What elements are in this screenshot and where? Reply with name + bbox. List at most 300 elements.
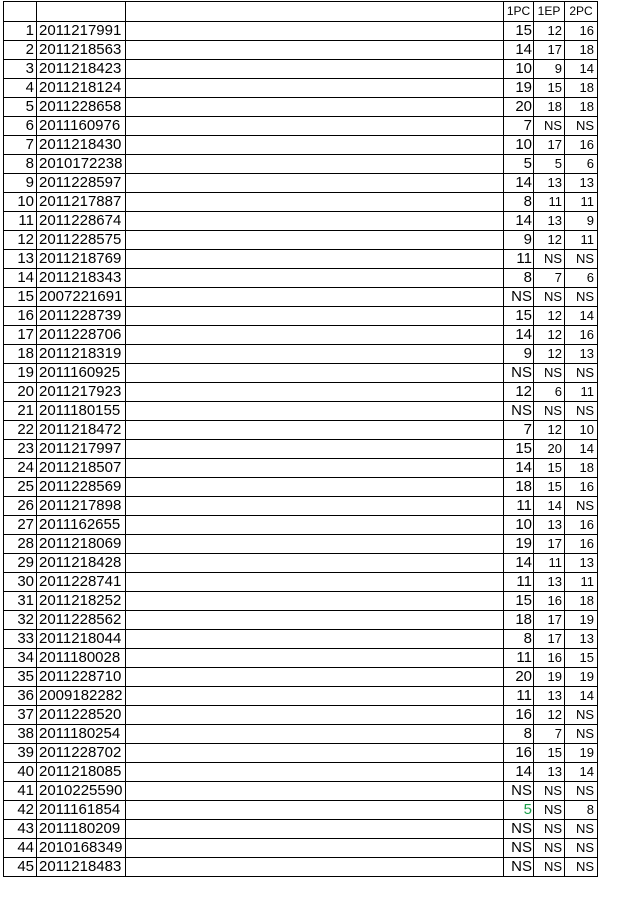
- score-1pc-cell[interactable]: 9: [504, 345, 534, 364]
- score-1pc-cell[interactable]: 20: [504, 98, 534, 117]
- student-id-cell[interactable]: 2011218428: [37, 554, 126, 573]
- score-2pc-cell[interactable]: 16: [565, 478, 598, 497]
- score-1pc-cell[interactable]: 11: [504, 687, 534, 706]
- score-1pc-cell[interactable]: 15: [504, 307, 534, 326]
- score-1pc-cell[interactable]: 10: [504, 136, 534, 155]
- score-2pc-cell[interactable]: 14: [565, 60, 598, 79]
- empty-cell[interactable]: [126, 459, 504, 478]
- score-1pc-cell[interactable]: 8: [504, 269, 534, 288]
- score-1pc-cell[interactable]: 18: [504, 611, 534, 630]
- score-1pc-cell[interactable]: NS: [504, 839, 534, 858]
- row-number-cell[interactable]: 32: [4, 611, 37, 630]
- score-1pc-cell[interactable]: 16: [504, 744, 534, 763]
- row-number-cell[interactable]: 10: [4, 193, 37, 212]
- empty-cell[interactable]: [126, 573, 504, 592]
- score-1ep-cell[interactable]: 13: [534, 763, 565, 782]
- student-id-cell[interactable]: 2011217997: [37, 440, 126, 459]
- score-1ep-cell[interactable]: 18: [534, 98, 565, 117]
- table-row: [4, 497, 598, 516]
- score-2pc-cell[interactable]: 11: [565, 573, 598, 592]
- score-1pc-cell[interactable]: 18: [504, 478, 534, 497]
- score-1ep-cell[interactable]: 12: [534, 706, 565, 725]
- empty-cell[interactable]: [126, 307, 504, 326]
- score-2pc-cell[interactable]: NS: [565, 782, 598, 801]
- score-2pc-cell[interactable]: NS: [565, 497, 598, 516]
- row-number-cell[interactable]: 36: [4, 687, 37, 706]
- student-id-cell[interactable]: 2011162655: [37, 516, 126, 535]
- row-number-cell[interactable]: 28: [4, 535, 37, 554]
- table-row: [4, 763, 598, 782]
- score-2pc-cell[interactable]: 16: [565, 535, 598, 554]
- student-id-cell[interactable]: 2009182282: [37, 687, 126, 706]
- table-row: [4, 687, 598, 706]
- score-1ep-cell[interactable]: NS: [534, 288, 565, 307]
- score-2pc-cell[interactable]: 6: [565, 155, 598, 174]
- score-2pc-cell[interactable]: NS: [565, 250, 598, 269]
- score-1ep-cell[interactable]: 15: [534, 459, 565, 478]
- table-row: [4, 744, 598, 763]
- student-id-cell[interactable]: 2011180209: [37, 820, 126, 839]
- table-row: [4, 269, 598, 288]
- student-id-cell[interactable]: 2011180028: [37, 649, 126, 668]
- empty-cell[interactable]: [126, 554, 504, 573]
- score-1ep-cell[interactable]: 15: [534, 79, 565, 98]
- score-2pc-cell[interactable]: NS: [565, 402, 598, 421]
- score-1ep-cell[interactable]: 12: [534, 307, 565, 326]
- score-1ep-cell[interactable]: 13: [534, 687, 565, 706]
- score-1ep-cell[interactable]: 17: [534, 41, 565, 60]
- empty-cell[interactable]: [126, 763, 504, 782]
- score-1ep-cell[interactable]: 19: [534, 668, 565, 687]
- table-row: [4, 820, 598, 839]
- table-row: [4, 611, 598, 630]
- score-1ep-cell[interactable]: 11: [534, 554, 565, 573]
- score-2pc-cell[interactable]: 19: [565, 611, 598, 630]
- student-id-cell[interactable]: 2011228739: [37, 307, 126, 326]
- score-1ep-cell[interactable]: 13: [534, 516, 565, 535]
- score-1pc-cell[interactable]: 11: [504, 250, 534, 269]
- table-row: [4, 839, 598, 858]
- student-id-cell[interactable]: 2011218124: [37, 79, 126, 98]
- score-2pc-cell[interactable]: 14: [565, 307, 598, 326]
- row-number-cell[interactable]: 19: [4, 364, 37, 383]
- score-1pc-cell[interactable]: 15: [504, 592, 534, 611]
- score-1ep-cell[interactable]: 15: [534, 744, 565, 763]
- score-2pc-cell[interactable]: 16: [565, 326, 598, 345]
- student-id-cell[interactable]: 2011218483: [37, 858, 126, 877]
- empty-cell[interactable]: [126, 421, 504, 440]
- score-2pc-cell[interactable]: NS: [565, 364, 598, 383]
- score-2pc-cell[interactable]: 14: [565, 440, 598, 459]
- empty-cell[interactable]: [126, 592, 504, 611]
- row-number-cell[interactable]: 23: [4, 440, 37, 459]
- empty-cell[interactable]: [126, 22, 504, 41]
- row-number-cell[interactable]: 14: [4, 269, 37, 288]
- empty-cell[interactable]: [126, 535, 504, 554]
- table-row: [4, 459, 598, 478]
- empty-cell[interactable]: [126, 858, 504, 877]
- score-2pc-cell[interactable]: 14: [565, 763, 598, 782]
- row-number-cell[interactable]: 33: [4, 630, 37, 649]
- row-number-cell[interactable]: 16: [4, 307, 37, 326]
- table-row: [4, 725, 598, 744]
- row-number-cell[interactable]: 37: [4, 706, 37, 725]
- score-1ep-cell[interactable]: NS: [534, 364, 565, 383]
- score-1ep-cell[interactable]: 7: [534, 725, 565, 744]
- empty-cell[interactable]: [126, 136, 504, 155]
- score-1ep-cell[interactable]: 20: [534, 440, 565, 459]
- score-2pc-cell[interactable]: 19: [565, 744, 598, 763]
- score-1pc-cell[interactable]: 7: [504, 117, 534, 136]
- row-number-cell[interactable]: 8: [4, 155, 37, 174]
- row-number-cell[interactable]: 11: [4, 212, 37, 231]
- score-2pc-cell[interactable]: 18: [565, 41, 598, 60]
- score-2pc-cell[interactable]: 11: [565, 193, 598, 212]
- score-1pc-cell[interactable]: 14: [504, 459, 534, 478]
- score-1ep-cell[interactable]: NS: [534, 250, 565, 269]
- score-1ep-cell[interactable]: 12: [534, 22, 565, 41]
- table-row: [4, 307, 598, 326]
- score-1ep-cell[interactable]: 12: [534, 326, 565, 345]
- empty-cell[interactable]: [126, 725, 504, 744]
- empty-cell[interactable]: [126, 801, 504, 820]
- score-1pc-cell[interactable]: NS: [504, 288, 534, 307]
- score-2pc-cell[interactable]: 18: [565, 98, 598, 117]
- score-1pc-cell[interactable]: 14: [504, 326, 534, 345]
- student-id-cell[interactable]: 2011218563: [37, 41, 126, 60]
- grades-spreadsheet: [3, 1, 598, 877]
- score-1pc-cell[interactable]: 14: [504, 763, 534, 782]
- score-2pc-cell[interactable]: 13: [565, 630, 598, 649]
- row-number-cell[interactable]: 20: [4, 383, 37, 402]
- score-2pc-cell[interactable]: NS: [565, 288, 598, 307]
- score-2pc-cell[interactable]: NS: [565, 820, 598, 839]
- student-id-cell[interactable]: 2011218319: [37, 345, 126, 364]
- row-number-cell[interactable]: 42: [4, 801, 37, 820]
- row-number-cell[interactable]: 35: [4, 668, 37, 687]
- empty-cell[interactable]: [126, 269, 504, 288]
- empty-cell[interactable]: [126, 839, 504, 858]
- score-1pc-cell[interactable]: NS: [504, 782, 534, 801]
- score-2pc-cell[interactable]: 9: [565, 212, 598, 231]
- student-id-cell[interactable]: 2011228702: [37, 744, 126, 763]
- student-id-cell[interactable]: 2011218069: [37, 535, 126, 554]
- score-2pc-cell[interactable]: 19: [565, 668, 598, 687]
- empty-cell[interactable]: [126, 668, 504, 687]
- table-row: [4, 535, 598, 554]
- score-1ep-cell[interactable]: 12: [534, 421, 565, 440]
- empty-cell[interactable]: [126, 402, 504, 421]
- empty-cell[interactable]: [126, 611, 504, 630]
- row-number-cell[interactable]: 34: [4, 649, 37, 668]
- table-row: [4, 801, 598, 820]
- row-number-cell[interactable]: 43: [4, 820, 37, 839]
- empty-cell[interactable]: [126, 155, 504, 174]
- table-row: [4, 250, 598, 269]
- empty-cell[interactable]: [126, 326, 504, 345]
- empty-cell[interactable]: [126, 497, 504, 516]
- score-1pc-cell[interactable]: 20: [504, 668, 534, 687]
- score-2pc-cell[interactable]: 18: [565, 79, 598, 98]
- empty-cell[interactable]: [126, 231, 504, 250]
- student-id-cell[interactable]: 2011228569: [37, 478, 126, 497]
- row-number-cell[interactable]: 30: [4, 573, 37, 592]
- student-id-cell[interactable]: 2007221691: [37, 288, 126, 307]
- row-number-cell[interactable]: 4: [4, 79, 37, 98]
- score-1pc-cell[interactable]: 10: [504, 516, 534, 535]
- score-1pc-cell[interactable]: 5: [504, 155, 534, 174]
- empty-cell[interactable]: [126, 41, 504, 60]
- table-row: [4, 117, 598, 136]
- row-number-cell[interactable]: 7: [4, 136, 37, 155]
- score-1pc-cell[interactable]: 11: [504, 649, 534, 668]
- student-id-cell[interactable]: 2011228741: [37, 573, 126, 592]
- score-1ep-cell[interactable]: 13: [534, 212, 565, 231]
- score-2pc-cell[interactable]: 16: [565, 136, 598, 155]
- row-number-cell[interactable]: 3: [4, 60, 37, 79]
- empty-cell[interactable]: [126, 383, 504, 402]
- row-number-cell[interactable]: 5: [4, 98, 37, 117]
- header-cell-1pc[interactable]: 1PC: [504, 2, 534, 22]
- score-2pc-cell[interactable]: 10: [565, 421, 598, 440]
- score-1pc-cell[interactable]: 8: [504, 630, 534, 649]
- row-number-cell[interactable]: 29: [4, 554, 37, 573]
- row-number-cell[interactable]: 9: [4, 174, 37, 193]
- score-2pc-cell[interactable]: NS: [565, 725, 598, 744]
- student-id-cell[interactable]: 2011217991: [37, 22, 126, 41]
- score-1pc-cell[interactable]: 19: [504, 535, 534, 554]
- score-1pc-cell[interactable]: 15: [504, 22, 534, 41]
- empty-cell[interactable]: [126, 174, 504, 193]
- score-1ep-cell[interactable]: 11: [534, 193, 565, 212]
- row-number-cell[interactable]: 39: [4, 744, 37, 763]
- empty-cell[interactable]: [126, 79, 504, 98]
- row-number-cell[interactable]: 31: [4, 592, 37, 611]
- empty-cell[interactable]: [126, 117, 504, 136]
- score-1pc-cell[interactable]: 8: [504, 193, 534, 212]
- empty-cell[interactable]: [126, 630, 504, 649]
- row-number-cell[interactable]: 15: [4, 288, 37, 307]
- score-1pc-cell[interactable]: 19: [504, 79, 534, 98]
- empty-cell[interactable]: [126, 478, 504, 497]
- score-1pc-cell[interactable]: 14: [504, 212, 534, 231]
- row-number-cell[interactable]: 18: [4, 345, 37, 364]
- header-cell-id[interactable]: [37, 2, 126, 22]
- score-1ep-cell[interactable]: 13: [534, 573, 565, 592]
- table-row: [4, 174, 598, 193]
- score-2pc-cell[interactable]: 8: [565, 801, 598, 820]
- score-1pc-cell[interactable]: 14: [504, 174, 534, 193]
- empty-cell[interactable]: [126, 364, 504, 383]
- score-1pc-cell[interactable]: NS: [504, 364, 534, 383]
- score-2pc-cell[interactable]: 11: [565, 383, 598, 402]
- student-id-cell[interactable]: 2011160925: [37, 364, 126, 383]
- empty-cell[interactable]: [126, 345, 504, 364]
- score-2pc-cell[interactable]: 16: [565, 22, 598, 41]
- score-2pc-cell[interactable]: 18: [565, 592, 598, 611]
- student-id-cell[interactable]: 2011217898: [37, 497, 126, 516]
- score-1ep-cell[interactable]: 16: [534, 592, 565, 611]
- score-1pc-cell[interactable]: 11: [504, 573, 534, 592]
- score-1ep-cell[interactable]: 17: [534, 136, 565, 155]
- student-id-cell[interactable]: 2011218507: [37, 459, 126, 478]
- score-1ep-cell[interactable]: NS: [534, 801, 565, 820]
- score-1ep-cell[interactable]: NS: [534, 839, 565, 858]
- score-1pc-cell[interactable]: NS: [504, 402, 534, 421]
- student-id-cell[interactable]: 2011228597: [37, 174, 126, 193]
- student-id-cell[interactable]: 2010172238: [37, 155, 126, 174]
- row-number-cell[interactable]: 13: [4, 250, 37, 269]
- student-id-cell[interactable]: 2011218044: [37, 630, 126, 649]
- score-1pc-cell[interactable]: 10: [504, 60, 534, 79]
- score-1pc-cell[interactable]: 12: [504, 383, 534, 402]
- score-1ep-cell[interactable]: 6: [534, 383, 565, 402]
- table-row: [4, 402, 598, 421]
- empty-cell[interactable]: [126, 288, 504, 307]
- score-2pc-cell[interactable]: NS: [565, 117, 598, 136]
- student-id-cell[interactable]: 2011218343: [37, 269, 126, 288]
- score-1pc-cell[interactable]: 15: [504, 440, 534, 459]
- empty-cell[interactable]: [126, 98, 504, 117]
- score-1ep-cell[interactable]: 12: [534, 231, 565, 250]
- table-row: [4, 592, 598, 611]
- student-id-cell[interactable]: 2011228710: [37, 668, 126, 687]
- empty-cell[interactable]: [126, 250, 504, 269]
- empty-cell[interactable]: [126, 440, 504, 459]
- score-1ep-cell[interactable]: 9: [534, 60, 565, 79]
- score-1ep-cell[interactable]: 14: [534, 497, 565, 516]
- score-1pc-cell[interactable]: 9: [504, 231, 534, 250]
- score-1ep-cell[interactable]: 5: [534, 155, 565, 174]
- empty-cell[interactable]: [126, 820, 504, 839]
- row-number-cell[interactable]: 1: [4, 22, 37, 41]
- score-1ep-cell[interactable]: 17: [534, 611, 565, 630]
- student-id-cell[interactable]: 2011180254: [37, 725, 126, 744]
- empty-cell[interactable]: [126, 60, 504, 79]
- row-number-cell[interactable]: 17: [4, 326, 37, 345]
- header-cell-1ep[interactable]: 1EP: [534, 2, 565, 22]
- score-2pc-cell[interactable]: 11: [565, 231, 598, 250]
- score-1pc-cell[interactable]: NS: [504, 858, 534, 877]
- empty-cell[interactable]: [126, 687, 504, 706]
- row-number-cell[interactable]: 40: [4, 763, 37, 782]
- score-1pc-cell[interactable]: 14: [504, 41, 534, 60]
- score-1ep-cell[interactable]: 15: [534, 478, 565, 497]
- row-number-cell[interactable]: 12: [4, 231, 37, 250]
- student-id-cell[interactable]: 2011218085: [37, 763, 126, 782]
- row-number-cell[interactable]: 27: [4, 516, 37, 535]
- score-2pc-cell[interactable]: 13: [565, 345, 598, 364]
- score-1ep-cell[interactable]: NS: [534, 402, 565, 421]
- student-id-cell[interactable]: 2011228706: [37, 326, 126, 345]
- student-id-cell[interactable]: 2011217887: [37, 193, 126, 212]
- empty-cell[interactable]: [126, 782, 504, 801]
- score-2pc-cell[interactable]: 13: [565, 174, 598, 193]
- score-2pc-cell[interactable]: NS: [565, 858, 598, 877]
- student-id-cell[interactable]: 2011228575: [37, 231, 126, 250]
- score-1pc-cell[interactable]: 8: [504, 725, 534, 744]
- score-1ep-cell[interactable]: 7: [534, 269, 565, 288]
- score-1ep-cell[interactable]: 16: [534, 649, 565, 668]
- student-id-cell[interactable]: 2010168349: [37, 839, 126, 858]
- score-1pc-cell[interactable]: 7: [504, 421, 534, 440]
- header-row: [4, 2, 598, 22]
- student-id-cell[interactable]: 2011218252: [37, 592, 126, 611]
- student-id-cell[interactable]: 2011160976: [37, 117, 126, 136]
- score-2pc-cell[interactable]: NS: [565, 706, 598, 725]
- row-number-cell[interactable]: 22: [4, 421, 37, 440]
- row-number-cell[interactable]: 44: [4, 839, 37, 858]
- score-1ep-cell[interactable]: 17: [534, 630, 565, 649]
- student-id-cell[interactable]: 2011218769: [37, 250, 126, 269]
- row-number-cell[interactable]: 38: [4, 725, 37, 744]
- row-number-cell[interactable]: 25: [4, 478, 37, 497]
- header-cell-index[interactable]: [4, 2, 37, 22]
- score-1ep-cell[interactable]: 12: [534, 345, 565, 364]
- table-row: [4, 41, 598, 60]
- student-id-cell[interactable]: 2011228674: [37, 212, 126, 231]
- student-id-cell[interactable]: 2010225590: [37, 782, 126, 801]
- empty-cell[interactable]: [126, 706, 504, 725]
- score-1pc-cell[interactable]: 16: [504, 706, 534, 725]
- score-2pc-cell[interactable]: 6: [565, 269, 598, 288]
- row-number-cell[interactable]: 26: [4, 497, 37, 516]
- score-1ep-cell[interactable]: NS: [534, 820, 565, 839]
- score-2pc-cell[interactable]: NS: [565, 839, 598, 858]
- row-number-cell[interactable]: 6: [4, 117, 37, 136]
- table-row: [4, 668, 598, 687]
- row-number-cell[interactable]: 2: [4, 41, 37, 60]
- empty-cell[interactable]: [126, 212, 504, 231]
- row-number-cell[interactable]: 24: [4, 459, 37, 478]
- row-number-cell[interactable]: 45: [4, 858, 37, 877]
- row-number-cell[interactable]: 21: [4, 402, 37, 421]
- empty-cell[interactable]: [126, 744, 504, 763]
- score-1ep-cell[interactable]: NS: [534, 117, 565, 136]
- student-id-cell[interactable]: 2011217923: [37, 383, 126, 402]
- score-1ep-cell[interactable]: NS: [534, 782, 565, 801]
- row-number-cell[interactable]: 41: [4, 782, 37, 801]
- table-row: [4, 98, 598, 117]
- header-cell-blank[interactable]: [126, 2, 504, 22]
- student-id-cell[interactable]: 2011161854: [37, 801, 126, 820]
- empty-cell[interactable]: [126, 193, 504, 212]
- header-cell-2pc[interactable]: 2PC: [565, 2, 598, 22]
- empty-cell[interactable]: [126, 649, 504, 668]
- student-id-cell[interactable]: 2011228562: [37, 611, 126, 630]
- score-1ep-cell[interactable]: NS: [534, 858, 565, 877]
- student-id-cell[interactable]: 2011228658: [37, 98, 126, 117]
- empty-cell[interactable]: [126, 516, 504, 535]
- score-1pc-cell[interactable]: 14: [504, 554, 534, 573]
- student-id-cell[interactable]: 2011218430: [37, 136, 126, 155]
- score-1ep-cell[interactable]: 13: [534, 174, 565, 193]
- score-2pc-cell[interactable]: 14: [565, 687, 598, 706]
- score-2pc-cell[interactable]: 15: [565, 649, 598, 668]
- student-id-cell[interactable]: 2011180155: [37, 402, 126, 421]
- student-id-cell[interactable]: 2011218423: [37, 60, 126, 79]
- student-id-cell[interactable]: 2011218472: [37, 421, 126, 440]
- score-1pc-cell[interactable]: 5: [504, 801, 534, 820]
- score-1pc-cell[interactable]: 11: [504, 497, 534, 516]
- score-1pc-cell[interactable]: NS: [504, 820, 534, 839]
- score-2pc-cell[interactable]: 13: [565, 554, 598, 573]
- score-1ep-cell[interactable]: 17: [534, 535, 565, 554]
- score-2pc-cell[interactable]: 16: [565, 516, 598, 535]
- table-row: [4, 60, 598, 79]
- score-2pc-cell[interactable]: 18: [565, 459, 598, 478]
- student-id-cell[interactable]: 2011228520: [37, 706, 126, 725]
